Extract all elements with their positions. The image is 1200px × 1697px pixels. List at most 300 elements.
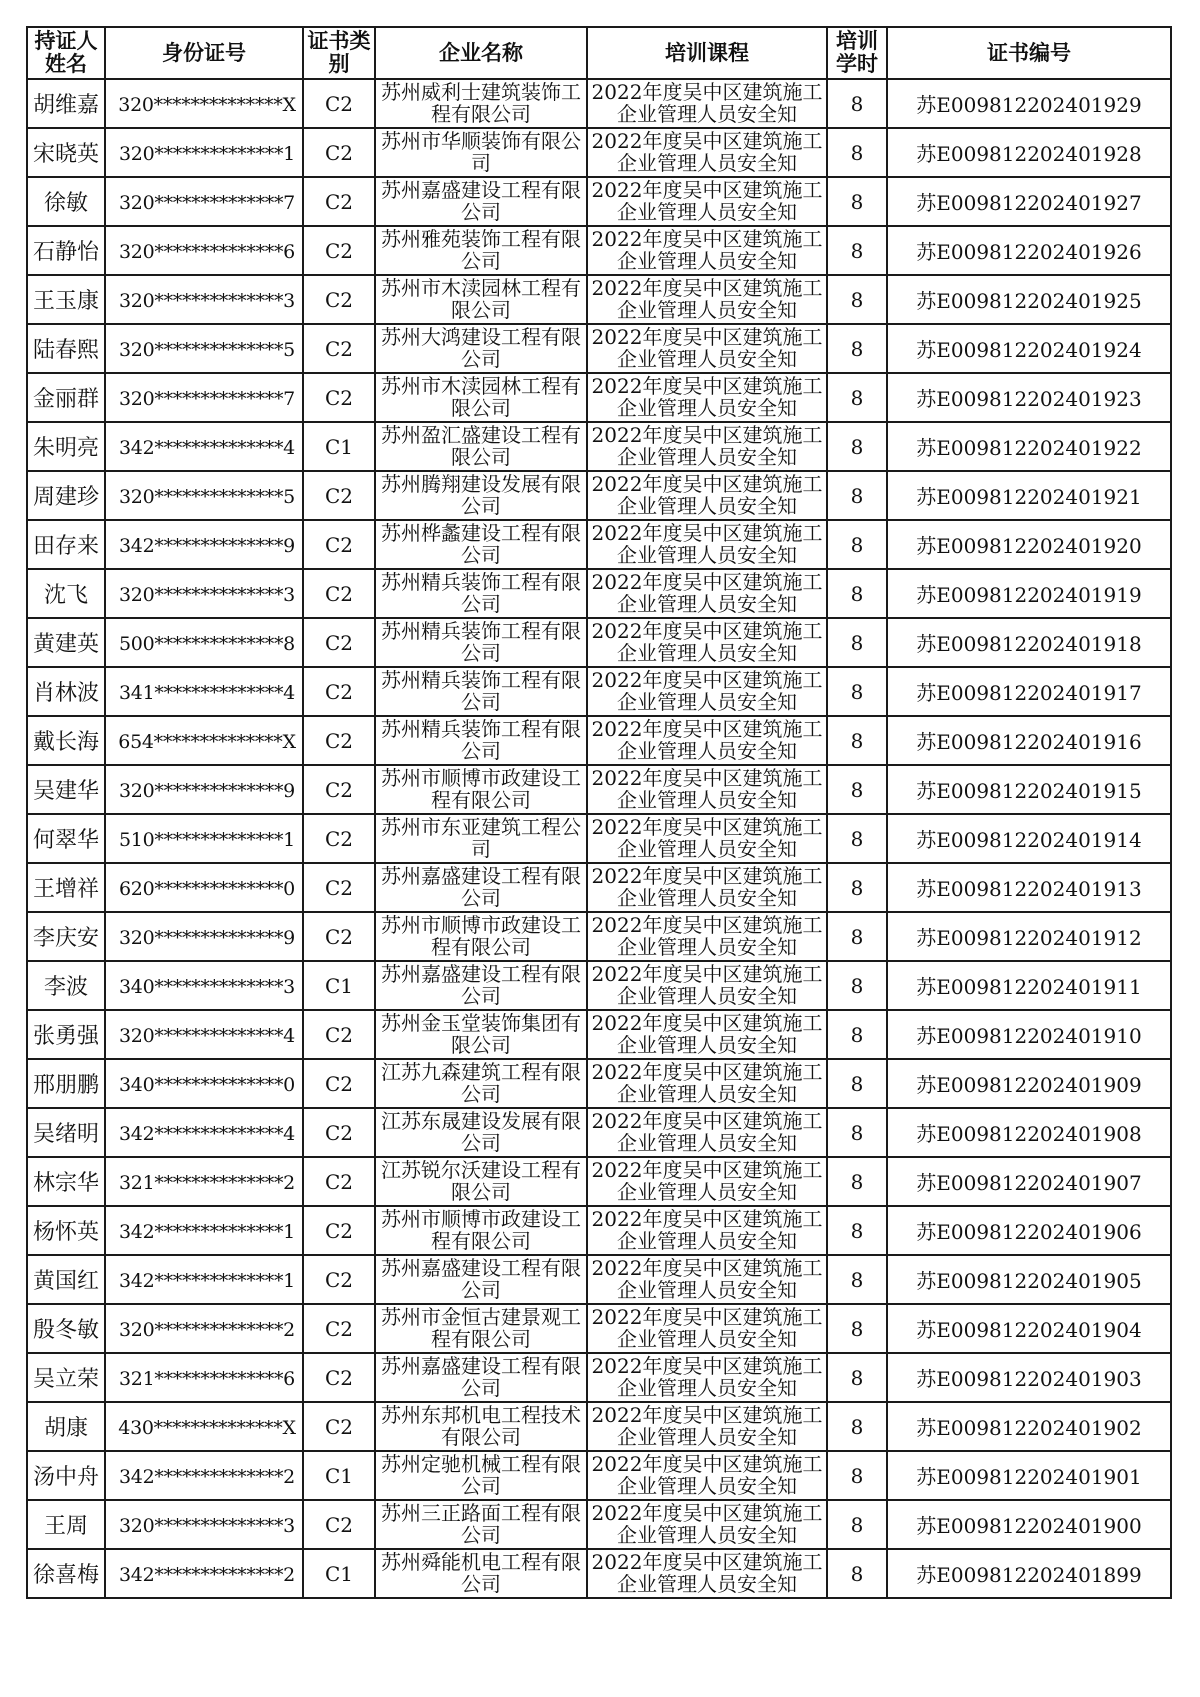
cert-type: C2 <box>324 1120 354 1145</box>
cell-company <box>375 226 587 275</box>
cell-type <box>303 1206 375 1255</box>
cell-course <box>587 1549 827 1598</box>
id-number: 320**************X <box>118 93 296 116</box>
holder-name: 吴建华 <box>32 779 99 804</box>
cell-company <box>375 569 587 618</box>
id-number: 620**************0 <box>119 877 295 900</box>
training-hours: 8 <box>850 140 864 165</box>
cell-id <box>105 765 303 814</box>
cell-course <box>587 667 827 716</box>
company-name: 苏州三正路面工程有限公司 <box>381 1502 581 1547</box>
cell-cert <box>887 814 1171 863</box>
cell-course <box>587 716 827 765</box>
cert-type: C1 <box>324 434 354 459</box>
cert-type: C2 <box>324 385 354 410</box>
course-name: 2022年度吴中区建筑施工企业管理人员安全知 <box>591 1061 823 1106</box>
cert-type: C1 <box>324 1463 354 1488</box>
cell-name <box>27 373 105 422</box>
cell-course <box>587 1108 827 1157</box>
cell-id <box>105 1206 303 1255</box>
cell-id <box>105 1059 303 1108</box>
course-name: 2022年度吴中区建筑施工企业管理人员安全知 <box>591 473 823 518</box>
cell-cert <box>887 275 1171 324</box>
cert-number: 苏E009812202401927 <box>916 191 1142 215</box>
table-row <box>27 1010 1171 1059</box>
cell-type <box>303 1353 375 1402</box>
cell-course <box>587 765 827 814</box>
cell-name <box>27 471 105 520</box>
cell-hours <box>827 814 887 863</box>
training-hours: 8 <box>850 1169 864 1194</box>
cell-company <box>375 177 587 226</box>
table-row <box>27 1255 1171 1304</box>
table-header-row <box>27 27 1171 79</box>
cell-id <box>105 226 303 275</box>
id-number: 342**************2 <box>119 1465 295 1488</box>
cell-company <box>375 1059 587 1108</box>
table-row <box>27 1059 1171 1108</box>
cell-type <box>303 79 375 128</box>
holder-name: 王玉康 <box>32 289 99 314</box>
cell-type <box>303 912 375 961</box>
holder-name: 沈飞 <box>43 583 88 608</box>
header-name: 持证人姓名 <box>27 27 105 79</box>
table-row <box>27 1353 1171 1402</box>
holder-name: 林宗华 <box>32 1171 99 1196</box>
cell-company <box>375 1255 587 1304</box>
cell-hours <box>827 226 887 275</box>
training-hours: 8 <box>850 1267 864 1292</box>
training-hours: 8 <box>850 1463 864 1488</box>
cell-name <box>27 226 105 275</box>
cell-company <box>375 667 587 716</box>
cert-type: C2 <box>324 336 354 361</box>
cell-company <box>375 716 587 765</box>
cell-type <box>303 1304 375 1353</box>
cert-number: 苏E009812202401902 <box>916 1416 1142 1440</box>
cell-company <box>375 618 587 667</box>
id-number: 340**************3 <box>119 975 295 998</box>
holder-name: 汤中舟 <box>32 1465 99 1490</box>
table-row <box>27 422 1171 471</box>
cell-type <box>303 128 375 177</box>
holder-name: 戴长海 <box>32 730 99 755</box>
cert-type: C2 <box>324 1365 354 1390</box>
cell-course <box>587 1402 827 1451</box>
table-row <box>27 1304 1171 1353</box>
cell-company <box>375 471 587 520</box>
table-row <box>27 569 1171 618</box>
cell-name <box>27 1451 105 1500</box>
header-company: 企业名称 <box>375 27 587 79</box>
id-number: 321**************6 <box>119 1367 295 1390</box>
company-name: 苏州嘉盛建设工程有限公司 <box>381 1355 581 1400</box>
cert-number: 苏E009812202401903 <box>916 1367 1142 1391</box>
cell-cert <box>887 863 1171 912</box>
cert-number: 苏E009812202401910 <box>916 1024 1142 1048</box>
course-name: 2022年度吴中区建筑施工企业管理人员安全知 <box>591 1012 823 1057</box>
cert-number: 苏E009812202401924 <box>916 338 1142 362</box>
cell-company <box>375 79 587 128</box>
cell-name <box>27 912 105 961</box>
cell-id <box>105 1500 303 1549</box>
cell-id <box>105 471 303 520</box>
cert-number: 苏E009812202401923 <box>916 387 1142 411</box>
holder-name: 李庆安 <box>32 926 99 951</box>
cell-cert <box>887 667 1171 716</box>
cell-id <box>105 1549 303 1598</box>
cell-name <box>27 1157 105 1206</box>
course-name: 2022年度吴中区建筑施工企业管理人员安全知 <box>591 375 823 420</box>
id-number: 320**************4 <box>119 1024 295 1047</box>
training-hours: 8 <box>850 1218 864 1243</box>
header-hours: 培训学时 <box>827 27 887 79</box>
cert-number: 苏E009812202401928 <box>916 142 1142 166</box>
cell-type <box>303 520 375 569</box>
training-hours: 8 <box>850 1120 864 1145</box>
cell-cert <box>887 128 1171 177</box>
id-number: 510**************1 <box>119 828 295 851</box>
course-name: 2022年度吴中区建筑施工企业管理人员安全知 <box>591 816 823 861</box>
cert-number: 苏E009812202401899 <box>916 1563 1142 1587</box>
holder-name: 朱明亮 <box>32 436 99 461</box>
course-name: 2022年度吴中区建筑施工企业管理人员安全知 <box>591 326 823 371</box>
training-hours: 8 <box>850 1365 864 1390</box>
course-name: 2022年度吴中区建筑施工企业管理人员安全知 <box>591 963 823 1008</box>
cell-type <box>303 765 375 814</box>
cell-course <box>587 128 827 177</box>
cell-cert <box>887 79 1171 128</box>
cell-type <box>303 226 375 275</box>
training-hours: 8 <box>850 777 864 802</box>
course-name: 2022年度吴中区建筑施工企业管理人员安全知 <box>591 228 823 273</box>
cell-id <box>105 1255 303 1304</box>
cell-course <box>587 471 827 520</box>
training-hours: 8 <box>850 385 864 410</box>
cell-hours <box>827 667 887 716</box>
cell-name <box>27 1402 105 1451</box>
table-row <box>27 1402 1171 1451</box>
company-name: 苏州市顺博市政建设工程有限公司 <box>381 767 581 812</box>
id-number: 320**************5 <box>119 338 295 361</box>
course-name: 2022年度吴中区建筑施工企业管理人员安全知 <box>591 179 823 224</box>
holder-name: 殷冬敏 <box>32 1318 99 1343</box>
cert-type: C2 <box>324 679 354 704</box>
cell-hours <box>827 520 887 569</box>
cell-hours <box>827 569 887 618</box>
id-number: 320**************6 <box>119 240 295 263</box>
holder-name: 石静怡 <box>32 240 99 265</box>
cert-number: 苏E009812202401905 <box>916 1269 1142 1293</box>
cell-company <box>375 863 587 912</box>
company-name: 苏州腾翔建设发展有限公司 <box>381 473 581 518</box>
cert-type: C2 <box>324 1316 354 1341</box>
header-type: 证书类别 <box>303 27 375 79</box>
id-number: 654**************X <box>118 730 296 753</box>
course-name: 2022年度吴中区建筑施工企业管理人员安全知 <box>591 865 823 910</box>
cert-number: 苏E009812202401915 <box>916 779 1142 803</box>
id-number: 340**************0 <box>119 1073 295 1096</box>
table-row <box>27 1157 1171 1206</box>
cell-name <box>27 520 105 569</box>
company-name: 苏州桦蠡建设工程有限公司 <box>381 522 581 567</box>
company-name: 苏州精兵装饰工程有限公司 <box>381 718 581 763</box>
holder-name: 金丽群 <box>32 387 99 412</box>
course-name: 2022年度吴中区建筑施工企业管理人员安全知 <box>591 767 823 812</box>
company-name: 苏州定驰机械工程有限公司 <box>381 1453 581 1498</box>
cert-type: C2 <box>324 1414 354 1439</box>
cert-type: C2 <box>324 140 354 165</box>
course-name: 2022年度吴中区建筑施工企业管理人员安全知 <box>591 669 823 714</box>
cell-name <box>27 324 105 373</box>
cell-course <box>587 1353 827 1402</box>
cell-id <box>105 1304 303 1353</box>
company-name: 苏州嘉盛建设工程有限公司 <box>381 865 581 910</box>
holder-name: 周建珍 <box>32 485 99 510</box>
company-name: 苏州精兵装饰工程有限公司 <box>381 571 581 616</box>
cell-company <box>375 275 587 324</box>
cell-name <box>27 1353 105 1402</box>
cell-type <box>303 1010 375 1059</box>
cert-number: 苏E009812202401908 <box>916 1122 1142 1146</box>
course-name: 2022年度吴中区建筑施工企业管理人员安全知 <box>591 914 823 959</box>
company-name: 苏州精兵装饰工程有限公司 <box>381 669 581 714</box>
company-name: 苏州金玉堂装饰集团有限公司 <box>381 1012 581 1057</box>
cell-cert <box>887 765 1171 814</box>
cell-hours <box>827 128 887 177</box>
course-name: 2022年度吴中区建筑施工企业管理人员安全知 <box>591 277 823 322</box>
training-hours: 8 <box>850 1414 864 1439</box>
holder-name: 田存来 <box>32 534 99 559</box>
cell-name <box>27 716 105 765</box>
cert-number: 苏E009812202401900 <box>916 1514 1142 1538</box>
course-name: 2022年度吴中区建筑施工企业管理人员安全知 <box>591 1306 823 1351</box>
cell-cert <box>887 226 1171 275</box>
cell-name <box>27 275 105 324</box>
id-number: 342**************9 <box>119 534 295 557</box>
holder-name: 徐喜梅 <box>32 1563 99 1588</box>
cell-type <box>303 471 375 520</box>
cell-id <box>105 324 303 373</box>
course-name: 2022年度吴中区建筑施工企业管理人员安全知 <box>591 1404 823 1449</box>
company-name: 苏州市金恒古建景观工程有限公司 <box>381 1306 581 1351</box>
cell-hours <box>827 716 887 765</box>
holder-name: 徐敏 <box>43 191 88 216</box>
course-name: 2022年度吴中区建筑施工企业管理人员安全知 <box>591 1355 823 1400</box>
cell-name <box>27 1255 105 1304</box>
cell-company <box>375 1010 587 1059</box>
company-name: 苏州精兵装饰工程有限公司 <box>381 620 581 665</box>
id-number: 320**************7 <box>119 191 295 214</box>
cell-course <box>587 373 827 422</box>
cell-course <box>587 1304 827 1353</box>
cell-type <box>303 814 375 863</box>
cert-number: 苏E009812202401929 <box>916 93 1142 117</box>
cell-hours <box>827 863 887 912</box>
cell-id <box>105 667 303 716</box>
cell-company <box>375 373 587 422</box>
cert-type: C2 <box>324 826 354 851</box>
cell-company <box>375 912 587 961</box>
id-number: 500**************8 <box>119 632 295 655</box>
cell-hours <box>827 471 887 520</box>
cert-type: C2 <box>324 875 354 900</box>
cell-hours <box>827 618 887 667</box>
training-hours: 8 <box>850 336 864 361</box>
course-name: 2022年度吴中区建筑施工企业管理人员安全知 <box>591 81 823 126</box>
cell-name <box>27 667 105 716</box>
cert-number: 苏E009812202401914 <box>916 828 1142 852</box>
cell-cert <box>887 1010 1171 1059</box>
id-number: 342**************1 <box>119 1220 295 1243</box>
course-name: 2022年度吴中区建筑施工企业管理人员安全知 <box>591 424 823 469</box>
cell-cert <box>887 373 1171 422</box>
company-name: 苏州东邦机电工程技术有限公司 <box>381 1404 581 1449</box>
table-row <box>27 814 1171 863</box>
cell-type <box>303 961 375 1010</box>
cell-type <box>303 1108 375 1157</box>
id-number: 320**************3 <box>119 583 295 606</box>
cert-number: 苏E009812202401918 <box>916 632 1142 656</box>
training-hours: 8 <box>850 973 864 998</box>
cell-hours <box>827 1157 887 1206</box>
cert-type: C2 <box>324 287 354 312</box>
cell-course <box>587 275 827 324</box>
cell-id <box>105 177 303 226</box>
cell-cert <box>887 471 1171 520</box>
cell-id <box>105 520 303 569</box>
cert-type: C2 <box>324 483 354 508</box>
cert-type: C1 <box>324 1561 354 1586</box>
holder-name: 邢朋鹏 <box>32 1073 99 1098</box>
cell-cert <box>887 1353 1171 1402</box>
id-number: 341**************4 <box>119 681 295 704</box>
holder-name: 何翠华 <box>32 828 99 853</box>
course-name: 2022年度吴中区建筑施工企业管理人员安全知 <box>591 1159 823 1204</box>
cell-type <box>303 1451 375 1500</box>
holder-name: 陆春熙 <box>32 338 99 363</box>
company-name: 苏州市木渎园林工程有限公司 <box>381 375 581 420</box>
cell-course <box>587 1059 827 1108</box>
table-row <box>27 275 1171 324</box>
training-hours: 8 <box>850 1512 864 1537</box>
company-name: 苏州市顺博市政建设工程有限公司 <box>381 914 581 959</box>
cell-id <box>105 814 303 863</box>
training-hours: 8 <box>850 1071 864 1096</box>
cert-type: C2 <box>324 924 354 949</box>
cell-hours <box>827 1353 887 1402</box>
cell-cert <box>887 569 1171 618</box>
training-hours: 8 <box>850 728 864 753</box>
cell-type <box>303 324 375 373</box>
cell-cert <box>887 1157 1171 1206</box>
cell-course <box>587 79 827 128</box>
holder-name: 黄国红 <box>32 1269 99 1294</box>
cell-name <box>27 79 105 128</box>
table-row <box>27 1451 1171 1500</box>
cell-course <box>587 1010 827 1059</box>
table-row <box>27 1206 1171 1255</box>
cell-id <box>105 1157 303 1206</box>
training-hours: 8 <box>850 1316 864 1341</box>
course-name: 2022年度吴中区建筑施工企业管理人员安全知 <box>591 571 823 616</box>
cell-course <box>587 1157 827 1206</box>
id-number: 320**************1 <box>119 142 295 165</box>
table-row <box>27 667 1171 716</box>
cell-id <box>105 79 303 128</box>
cell-course <box>587 1500 827 1549</box>
cell-name <box>27 1549 105 1598</box>
cell-company <box>375 1157 587 1206</box>
cert-number: 苏E009812202401920 <box>916 534 1142 558</box>
cell-cert <box>887 1451 1171 1500</box>
cell-course <box>587 520 827 569</box>
cell-company <box>375 128 587 177</box>
cell-type <box>303 1402 375 1451</box>
cert-type: C2 <box>324 777 354 802</box>
cell-type <box>303 716 375 765</box>
cell-name <box>27 1500 105 1549</box>
cell-course <box>587 177 827 226</box>
cell-hours <box>827 1500 887 1549</box>
cert-type: C1 <box>324 973 354 998</box>
company-name: 苏州雅苑装饰工程有限公司 <box>381 228 581 273</box>
cell-company <box>375 1108 587 1157</box>
table-row <box>27 324 1171 373</box>
cell-hours <box>827 1206 887 1255</box>
cell-id <box>105 1353 303 1402</box>
cell-id <box>105 1010 303 1059</box>
company-name: 苏州市顺博市政建设工程有限公司 <box>381 1208 581 1253</box>
cert-number: 苏E009812202401912 <box>916 926 1142 950</box>
id-number: 342**************1 <box>119 1269 295 1292</box>
cell-name <box>27 1108 105 1157</box>
cell-hours <box>827 324 887 373</box>
cell-id <box>105 863 303 912</box>
holder-name: 吴绪明 <box>32 1122 99 1147</box>
cell-name <box>27 1304 105 1353</box>
header-course: 培训课程 <box>587 27 827 79</box>
cell-id <box>105 912 303 961</box>
cell-hours <box>827 177 887 226</box>
cert-type: C2 <box>324 630 354 655</box>
table-row <box>27 716 1171 765</box>
cell-course <box>587 226 827 275</box>
company-name: 江苏九森建筑工程有限公司 <box>381 1061 581 1106</box>
course-name: 2022年度吴中区建筑施工企业管理人员安全知 <box>591 1110 823 1155</box>
cell-course <box>587 863 827 912</box>
cell-type <box>303 1500 375 1549</box>
cell-course <box>587 814 827 863</box>
holder-name: 宋晓英 <box>32 142 99 167</box>
cell-company <box>375 1402 587 1451</box>
cell-company <box>375 1206 587 1255</box>
cell-course <box>587 961 827 1010</box>
cell-id <box>105 422 303 471</box>
holder-name: 王增祥 <box>32 877 99 902</box>
course-name: 2022年度吴中区建筑施工企业管理人员安全知 <box>591 1453 823 1498</box>
cell-company <box>375 765 587 814</box>
cell-name <box>27 1010 105 1059</box>
cell-cert <box>887 520 1171 569</box>
cell-cert <box>887 177 1171 226</box>
cell-cert <box>887 1304 1171 1353</box>
cell-hours <box>827 1549 887 1598</box>
cell-hours <box>827 961 887 1010</box>
holder-name: 王周 <box>43 1514 88 1539</box>
holder-name: 肖林波 <box>32 681 99 706</box>
cell-type <box>303 275 375 324</box>
